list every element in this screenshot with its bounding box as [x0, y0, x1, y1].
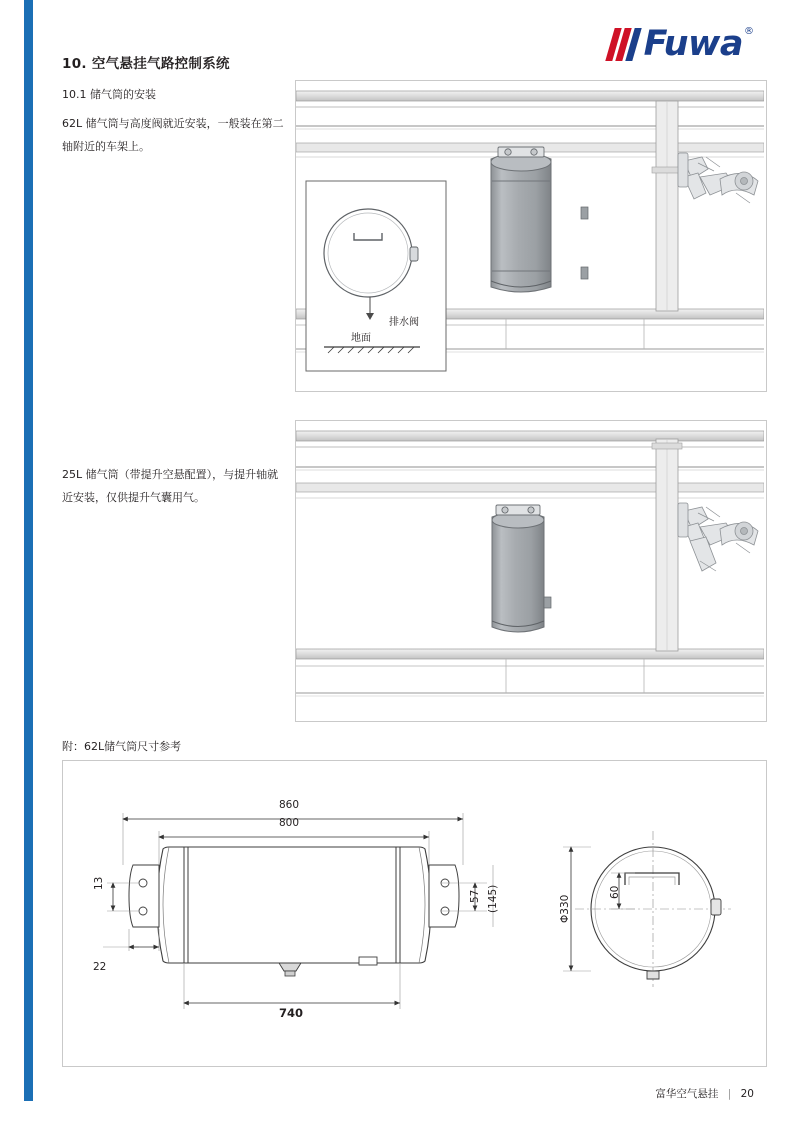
page-footer — [655, 1086, 754, 1101]
dim-label-145: (145) — [487, 884, 499, 913]
page-accent-bar-bottom — [24, 1075, 33, 1101]
subsection-title: 10.1 储气筒的安装 — [62, 88, 156, 101]
figure-62l-tank-installation — [295, 80, 767, 392]
dim-label-800: 800 — [279, 817, 300, 829]
footer-separator: | — [727, 1088, 732, 1100]
footer-page-number: 20 — [740, 1088, 754, 1100]
page-accent-bar — [24, 0, 33, 1075]
label-drain-valve: 排水阀 — [389, 317, 419, 328]
dim-label-13: 13 — [93, 876, 105, 890]
dim-label-57: 57 — [469, 889, 481, 903]
dim-label-22: 22 — [93, 961, 107, 973]
appendix-note: 附：62L储气筒尺寸参考 — [62, 740, 182, 753]
figure-25l-tank-installation — [295, 420, 767, 722]
figure-62l-tank-dimensions — [62, 760, 767, 1067]
dim-label-740: 740 — [279, 1006, 304, 1020]
fuwa-logo — [608, 26, 754, 62]
page-title: 10. 空气悬挂气路控制系统 — [62, 56, 230, 72]
logo-slash-icon — [608, 26, 642, 62]
registered-trademark-icon: ® — [744, 26, 754, 37]
dim-label-60: 60 — [609, 885, 621, 899]
dim-label-phi330: Φ330 — [559, 894, 571, 923]
paragraph-25l: 25L 储气筒（带提升空悬配置），与提升轴就近安装，仅供提升气囊用气。 — [62, 468, 279, 504]
dim-label-860: 860 — [279, 799, 300, 811]
footer-company: 富华空气悬挂 — [655, 1088, 719, 1100]
logo-wordmark: Fuwa — [643, 24, 743, 64]
label-ground: 地面 — [351, 333, 371, 344]
paragraph-62l: 62L 储气筒与高度阀就近安装，一般装在第二轴附近的车架上。 — [62, 117, 284, 153]
